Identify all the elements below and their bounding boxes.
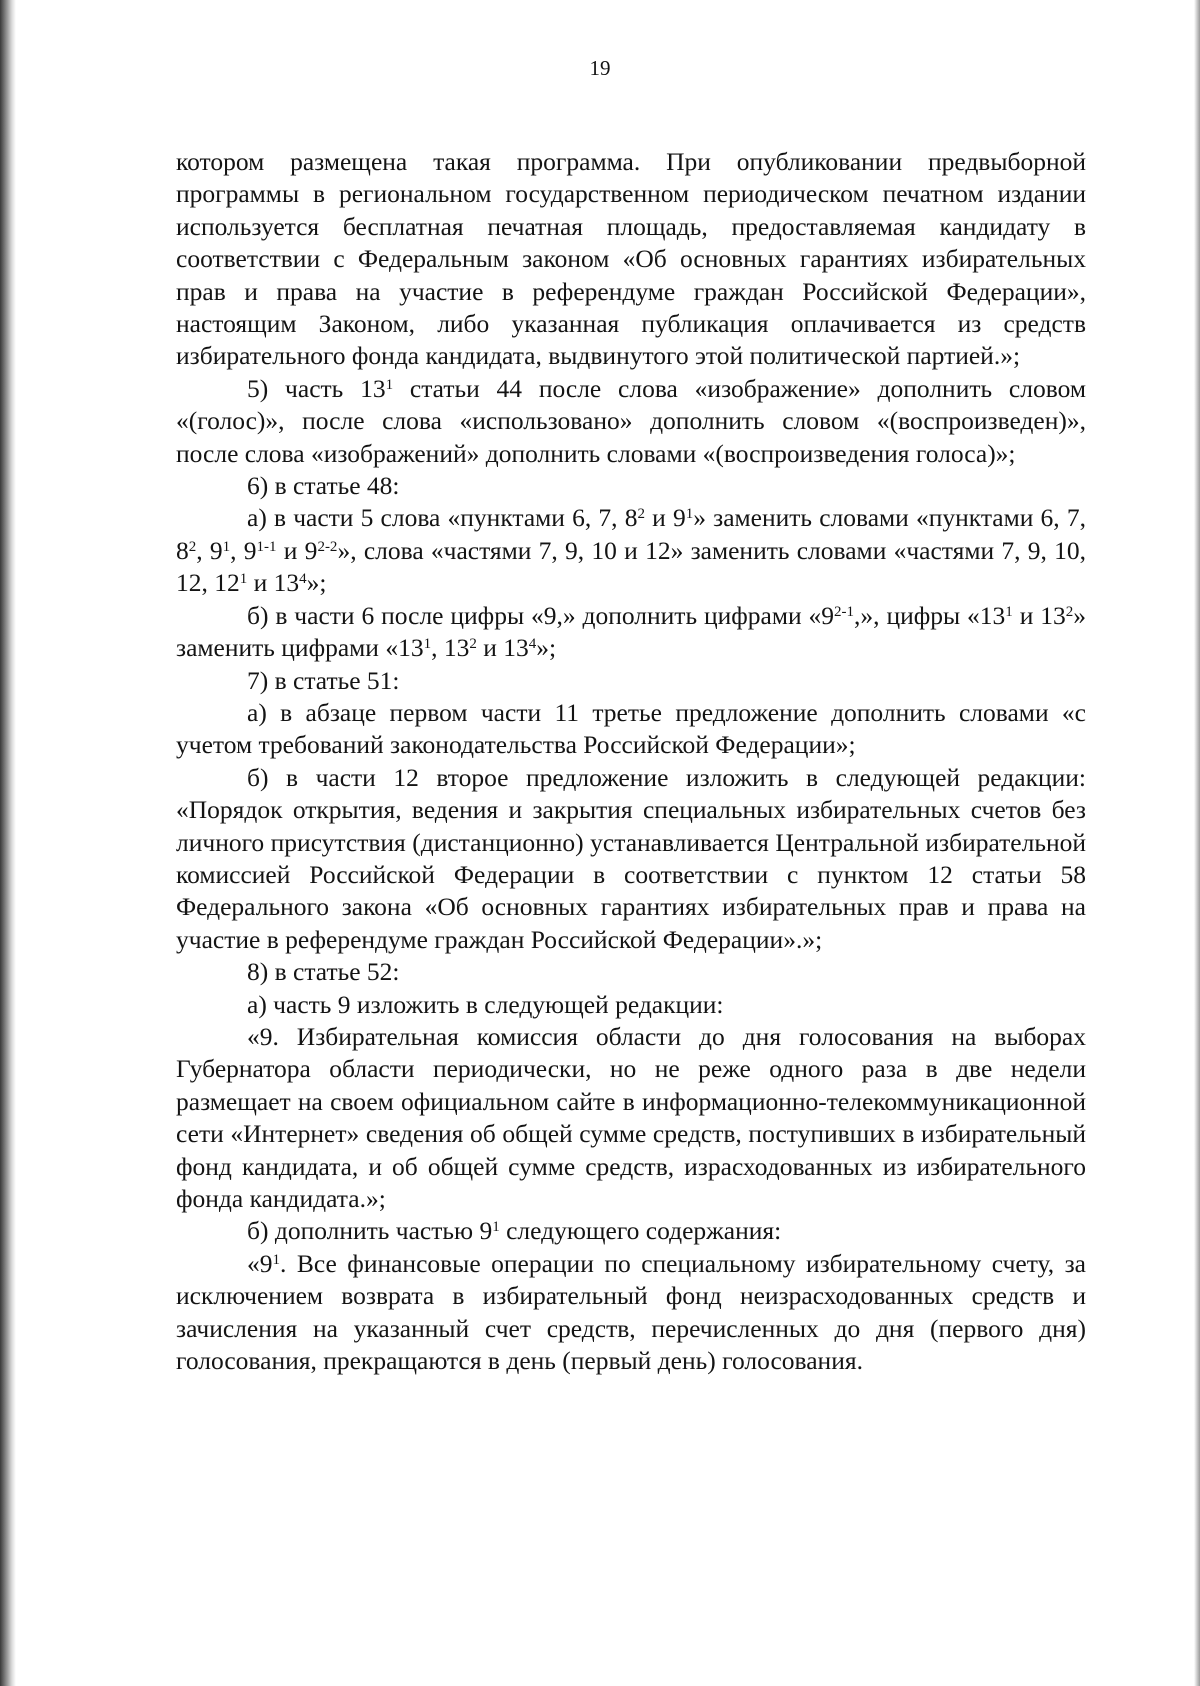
paragraph — [176, 1215, 1086, 1247]
paragraph-text: б) в части 12 второе предложение изложить в следующей редакции: «Порядок открытия, ведения и закрытия специальных избирательных счетов без личного присутствия (дистанционно) устанавливается Центральной избирательной комиссией Российской Федерации в соответствии с пунктом 12 статьи 58 Федерального закона «Об основных гарантиях избирательных прав и права на участие в референдуме граждан Российской Федерации».»; — [176, 762, 1086, 954]
paragraph-text: » заменить цифрами «13 — [176, 600, 1086, 663]
paragraph-text: »; — [536, 633, 557, 663]
paragraph-text: б) дополнить частью 9 — [247, 1216, 493, 1246]
page-number: 19 — [589, 56, 611, 80]
paragraph — [176, 697, 1086, 762]
paragraph-text: . Все финансовые операции по специальному избирательному счету, за исключением возврата в избирательный фонд неизрасходованных средств и зачисления на указанный счет средств, перечисленных до дня (первого дня) голосования, прекращаются в день (первый день) голосования. — [176, 1248, 1086, 1376]
paragraph — [176, 1248, 1086, 1378]
superscript: 4 — [299, 571, 307, 588]
superscript: 1 — [492, 1219, 500, 1236]
superscript: 2 — [469, 635, 477, 652]
paragraph-text: и 9 — [276, 535, 318, 565]
paragraph-text: » заменить словами «пунктами 6, 7, 8 — [176, 503, 1086, 565]
paragraph-text: а) в абзаце первом части 11 третье предложение дополнить словами «с учетом требований законодательства Российской Федерации»; — [176, 697, 1086, 760]
paragraph-text: статьи 44 после слова «изображение» дополнить словом «(голос)», после слова «использовано» дополнить словом «(воспроизведен)», после слова «изображений» дополнить словами «(воспроизведения голоса)»; — [176, 373, 1086, 468]
paragraph-text: 8) в статье 52: — [247, 957, 400, 987]
paragraph — [176, 762, 1086, 956]
paragraph — [176, 502, 1086, 599]
scan-edge-left — [0, 0, 16, 1686]
superscript: 1 — [685, 506, 694, 523]
superscript: 1 — [1005, 603, 1013, 620]
paragraph — [176, 956, 1086, 988]
paragraph-text: », слова «частями 7, 9, 10 и 12» заменить словами «частями 7, 9, 10, 12, 12 — [176, 535, 1087, 598]
superscript: 1 — [239, 571, 248, 588]
paragraph-text: и 13 — [247, 568, 300, 598]
superscript: 1-1 — [256, 538, 277, 555]
scan-edge-right — [1194, 0, 1200, 1686]
superscript: 4 — [528, 635, 537, 652]
superscript: 2-2 — [317, 538, 338, 555]
superscript: 2 — [188, 538, 197, 555]
paragraph-text: «9 — [247, 1248, 273, 1278]
paragraph — [176, 989, 1086, 1021]
paragraph-text: и 13 — [476, 633, 529, 663]
paragraph-text: 5) часть 13 — [247, 373, 386, 403]
paragraph — [176, 1021, 1086, 1215]
superscript: 1 — [272, 1251, 280, 1268]
paragraph-text: ,», цифры «13 — [854, 600, 1006, 630]
paragraph-text: , 13 — [431, 633, 470, 663]
superscript: 1 — [222, 538, 231, 555]
paragraph-text: следующего содержания: — [499, 1216, 782, 1246]
superscript: 1 — [423, 635, 432, 652]
paragraph-text: , 9 — [196, 535, 223, 565]
superscript: 2-1 — [834, 603, 855, 620]
paragraph-text: котором размещена такая программа. При опубликовании предвыборной программы в региональном государственном периодическом печатном издании используется бесплатная печатная площадь, предоставляемая кандидату в соответствии с Федеральным законом «Об основных гарантиях избирательных прав и права на участие в референдуме граждан Российской Федерации», настоящим Законом, либо указанная публикация оплачивается из средств избирательного фонда кандидата, выдвинутого этой политической партией.»; — [176, 147, 1086, 371]
paragraph — [176, 600, 1086, 665]
paragraph — [176, 665, 1086, 697]
paragraph — [176, 470, 1086, 502]
paragraph-text: , 9 — [230, 535, 257, 565]
superscript: 1 — [385, 376, 394, 393]
document-body — [176, 146, 1086, 1377]
paragraph-text: и 13 — [1012, 600, 1066, 630]
paragraph-text: «9. Избирательная комиссия области до дня голосования на выборах Губернатора области периодически, но не реже одного раза в две недели размещает на своем официальном сайте в информационно-телекоммуникационной сети «Интернет» сведения об общей сумме средств, поступивших в избирательный фонд кандидата, и об общей сумме средств, израсходованных из избирательного фонда кандидата.»; — [176, 1021, 1086, 1213]
paragraph-text: а) часть 9 изложить в следующей редакции: — [247, 989, 724, 1019]
superscript: 2 — [1065, 603, 1074, 620]
paragraph-text: »; — [306, 568, 327, 598]
paragraph-text: б) в части 6 после цифры «9,» дополнить цифрами «9 — [247, 600, 835, 630]
paragraph-text: и 9 — [644, 503, 686, 533]
paragraph-text: а) в части 5 слова «пунктами 6, 7, 8 — [247, 503, 638, 533]
paragraph-text: 6) в статье 48: — [247, 471, 400, 501]
paragraph — [176, 373, 1086, 470]
superscript: 2 — [637, 506, 645, 523]
paragraph-text: 7) в статье 51: — [247, 665, 400, 695]
paragraph — [176, 146, 1086, 373]
